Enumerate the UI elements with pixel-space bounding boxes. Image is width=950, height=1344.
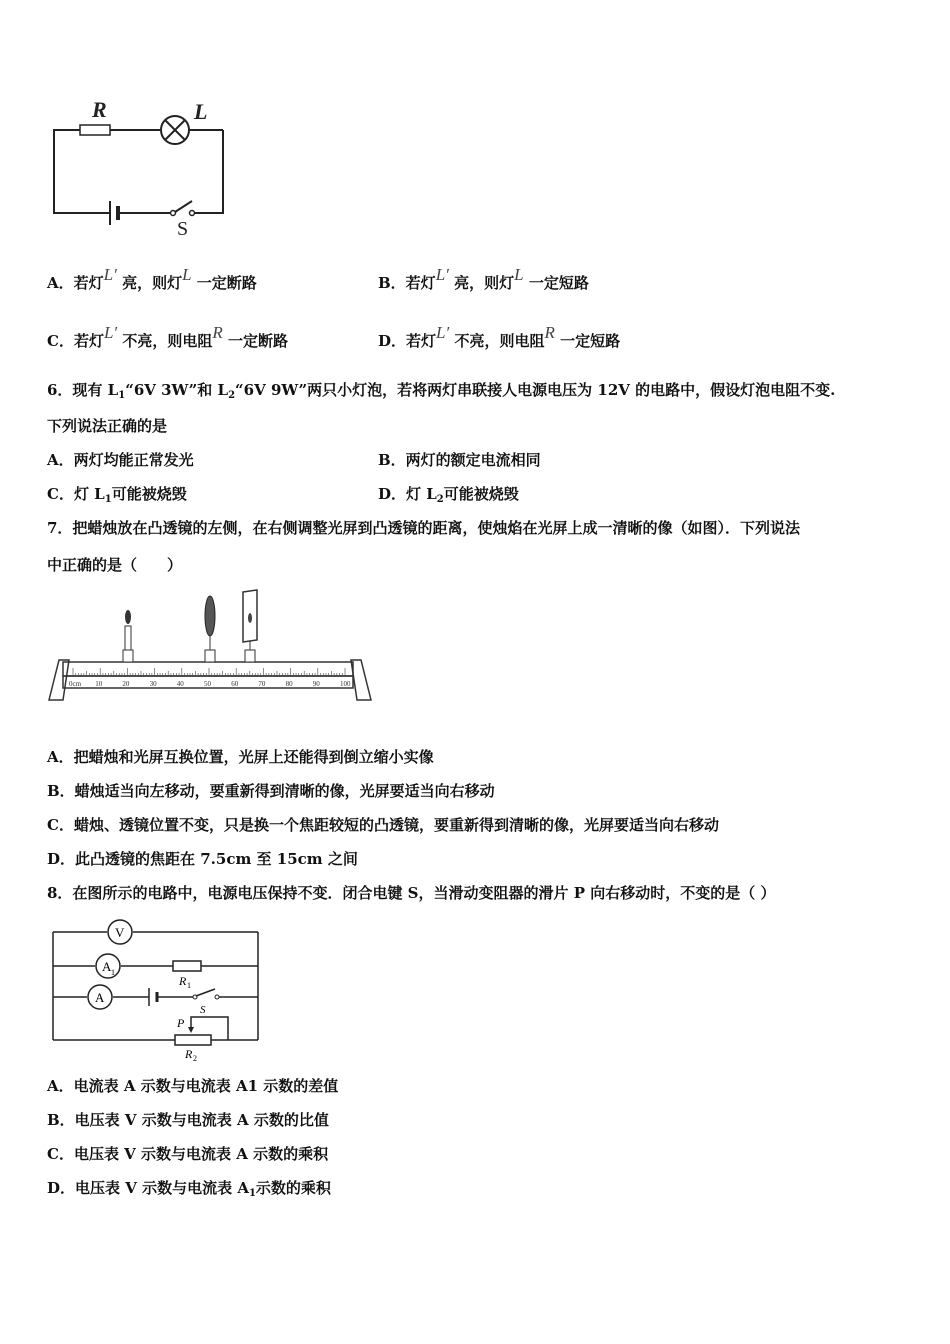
q8-option-d: D．电压表 V 示数与电流表 $A_1$示数的乘积 <box>47 1179 331 1199</box>
switch-s2 <box>193 989 219 999</box>
svg-text:V: V <box>115 925 125 940</box>
svg-text:1: 1 <box>187 981 191 990</box>
q8-option-b: B．电压表 V 示数与电流表 A 示数的比值 <box>47 1111 329 1129</box>
svg-text:1: 1 <box>111 968 115 977</box>
q6-option-a: A．两灯均能正常发光 <box>47 451 194 469</box>
label-r: R <box>92 97 107 122</box>
svg-text:P: P <box>177 1016 185 1030</box>
label-l: L <box>194 99 208 124</box>
battery-2 <box>149 988 157 1006</box>
q6-stem-line1: 6．现有 $L_1“6V$ 3W”和 $L_2“6V$ 9W”两只小灯泡，若将两灯串联接人电源电压为 12V 的电路中，假设灯泡电阻不变. <box>47 381 836 401</box>
q5-option-a: A．若灯L′ 亮，则灯L 一定断路 <box>47 265 257 292</box>
svg-text:R: R <box>179 974 187 988</box>
q7-option-b: B．蜡烛适当向左移动，要重新得到清晰的像，光屏要适当向右移动 <box>47 782 495 800</box>
ruler-ticks <box>73 668 345 676</box>
resistor-r1 <box>173 961 201 971</box>
q8-option-c: C．电压表 V 示数与电流表 A 示数的乘积 <box>47 1145 329 1163</box>
label-s: S <box>177 218 189 240</box>
q7-option-c: C．蜡烛、透镜位置不变，只是换一个焦距较短的凸透镜，要重新得到清晰的像，光屏要适当向右移动 <box>47 816 719 834</box>
q5-option-d: D．若灯L′ 不亮，则电阻R 一定短路 <box>378 323 621 350</box>
ruler-tick-label: 70 <box>258 680 266 688</box>
svg-text:S: S <box>200 1004 206 1016</box>
ruler-tick-label: 60 <box>231 680 239 688</box>
ruler-tick-labels <box>69 680 351 688</box>
resistor-r <box>80 125 110 135</box>
q7-option-a: A．把蜡烛和光屏互换位置，光屏上还能得到倒立缩小实像 <box>47 748 434 766</box>
svg-text:R: R <box>185 1047 193 1061</box>
light-screen <box>243 590 257 662</box>
q5-option-c: C．若灯L′ 不亮，则电阻R 一定断路 <box>47 323 289 350</box>
ruler-tick-label: 90 <box>312 680 320 688</box>
q7-stem-line1: 7．把蜡烛放在凸透镜的左侧，在右侧调整光屏到凸透镜的距离，使烛焰在光屏上成一清晰的像（如图）．下列说法 <box>47 519 800 537</box>
switch-s <box>171 201 195 216</box>
rheostat-r2 <box>175 1035 211 1045</box>
circuit-figure-1 <box>40 95 250 240</box>
q5-option-b: B．若灯L′ 亮，则灯L 一定短路 <box>378 265 589 292</box>
q6-stem-line2: 下列说法正确的是 <box>47 417 168 435</box>
ruler-tick-label: 100 <box>340 680 351 688</box>
q8-stem: 8．在图所示的电路中，电源电压保持不变．闭合电键 S，当滑动变阻器的滑片 P 向右移动时，不变的是（ ） <box>47 884 776 902</box>
ruler-tick-label: 40 <box>176 680 184 688</box>
ruler-tick-label: 10 <box>95 680 103 688</box>
q7-stem-line2: 中正确的是（ ） <box>47 556 183 574</box>
circuit-figure-3 <box>45 915 270 1063</box>
candle <box>123 610 133 662</box>
q7-option-d: D．此凸透镜的焦距在 7.5cm 至 15cm 之间 <box>47 850 358 868</box>
q6-option-d: D．灯 $L_2$可能被烧毁 <box>378 485 519 505</box>
convex-lens <box>205 596 215 662</box>
q6-option-b: B．两灯的额定电流相同 <box>378 451 541 469</box>
ruler-tick-label: 20 <box>122 680 130 688</box>
optical-bench-figure <box>45 588 375 710</box>
q6-option-c: C．灯 $L_1$可能被烧毁 <box>47 485 187 505</box>
battery <box>110 201 126 225</box>
svg-text:A: A <box>102 959 112 974</box>
ruler-tick-label: 50 <box>204 680 211 688</box>
lamp-l <box>161 116 189 144</box>
svg-text:A: A <box>95 990 105 1005</box>
ruler-tick-label: 0cm <box>69 680 82 688</box>
svg-text:2: 2 <box>193 1054 197 1063</box>
ruler-tick-label: 30 <box>149 680 157 688</box>
ruler-tick-label: 80 <box>285 680 293 688</box>
q8-option-a: A．电流表 A 示数与电流表 A1 示数的差值 <box>47 1077 339 1095</box>
